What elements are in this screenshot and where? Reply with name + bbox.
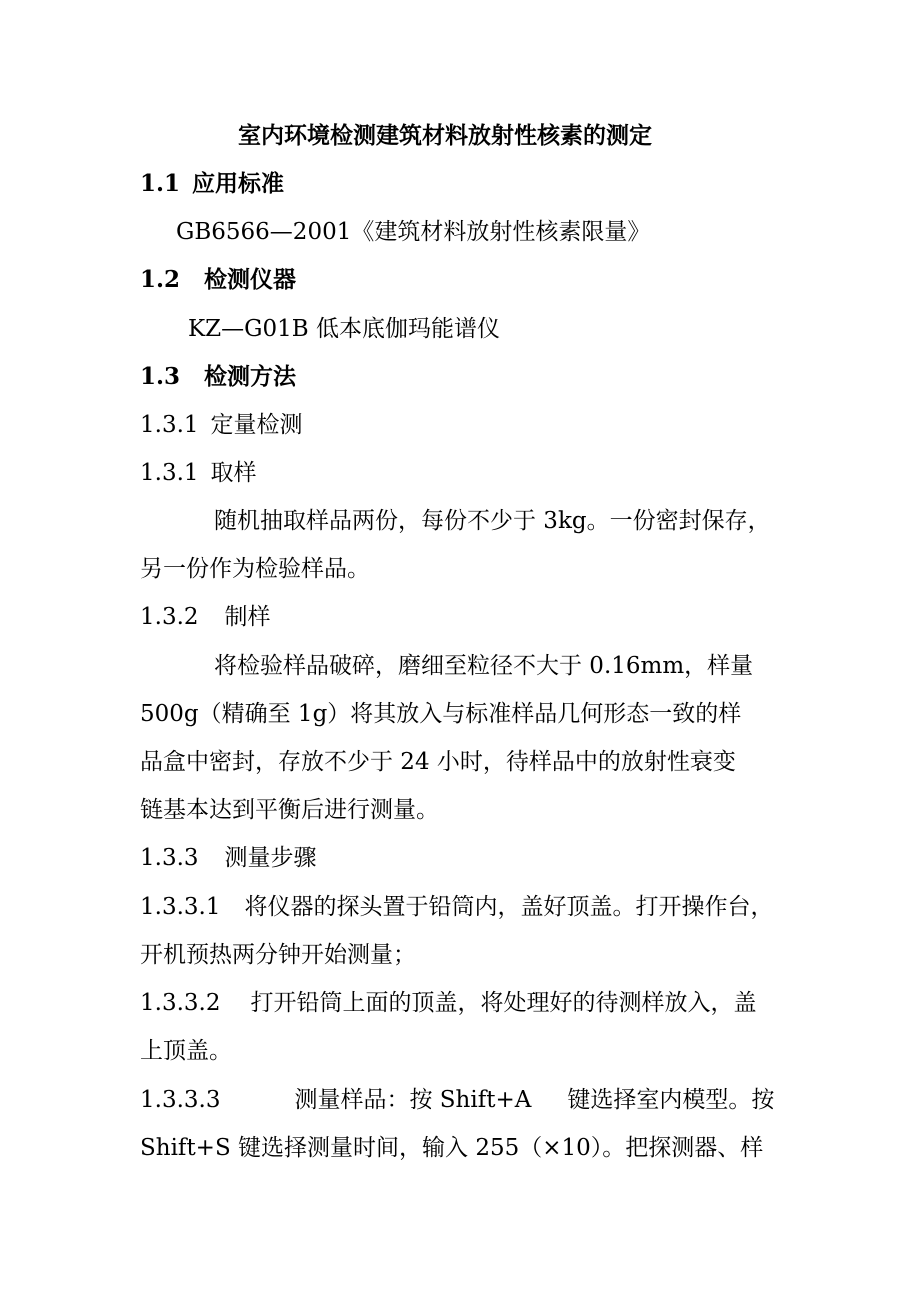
subsection-number: 1.3.1 [140,412,199,438]
step-number: 1.3.3.3 [140,1087,221,1113]
step-3-line [140,1084,774,1116]
section-1-3-heading [140,361,296,393]
section-number: 1.3 [140,363,181,390]
subsection-1-3-1-quantitative [140,409,303,441]
step-2-line [140,987,756,1019]
section-title: 检测仪器 [204,266,297,293]
subsection-title: 测量步骤 [224,845,317,871]
subsection-title: 定量检测 [210,412,303,438]
sampling-text-line: 另一份作为检验样品。 [140,556,370,582]
step-text: 键选择室内模型。按 [567,1087,775,1113]
subsection-number: 1.3.1 [140,460,199,486]
section-title: 应用标准 [192,170,285,197]
subsection-1-3-3-steps [140,842,317,874]
subsection-title: 取样 [210,460,257,486]
section-number: 1.2 [140,266,181,293]
document-title: 室内环境检测建筑材料放射性核素的测定 [238,122,652,149]
subsection-title: 制样 [224,604,271,630]
preparation-text-line: 将检验样品破碎，磨细至粒径不大于 0.16mm，样量 [214,653,754,679]
step-1-line [140,891,773,923]
step-3-line: Shift+S 键选择测量时间，输入 255（×10）。把探测器、样 [140,1135,764,1161]
standard-reference: GB6566—2001《建筑材料放射性核素限量》 [176,219,651,245]
preparation-text-line: 链基本达到平衡后进行测量。 [140,797,439,823]
preparation-text-line: 品盒中密封，存放不少于 24 小时，待样品中的放射性衰变 [140,749,736,775]
subsection-1-3-1-sampling [140,457,257,489]
step-2-line: 上顶盖。 [140,1038,232,1064]
step-text: 测量样品：按 Shift+A [294,1087,532,1113]
step-number: 1.3.3.1 [140,894,221,920]
sampling-text-line: 随机抽取样品两份，每份不少于 3kg。一份密封保存， [214,508,771,534]
preparation-text-line: 500g（精确至 1g）将其放入与标准样品几何形态一致的样 [140,701,742,727]
step-1-line: 开机预热两分钟开始测量； [140,942,416,968]
instrument-name: KZ—G01B 低本底伽玛能谱仪 [188,316,501,342]
step-text: 打开铅筒上面的顶盖，将处理好的待测样放入，盖 [250,990,757,1016]
section-title: 检测方法 [204,363,297,390]
subsection-number: 1.3.3 [140,845,199,871]
subsection-number: 1.3.2 [140,604,199,630]
section-1-1-heading [140,168,284,200]
section-1-2-heading [140,264,296,296]
step-text: 将仪器的探头置于铅筒内，盖好顶盖。打开操作台， [244,894,774,920]
subsection-1-3-2-preparation [140,601,271,633]
step-number: 1.3.3.2 [140,990,221,1016]
section-number: 1.1 [140,170,181,197]
